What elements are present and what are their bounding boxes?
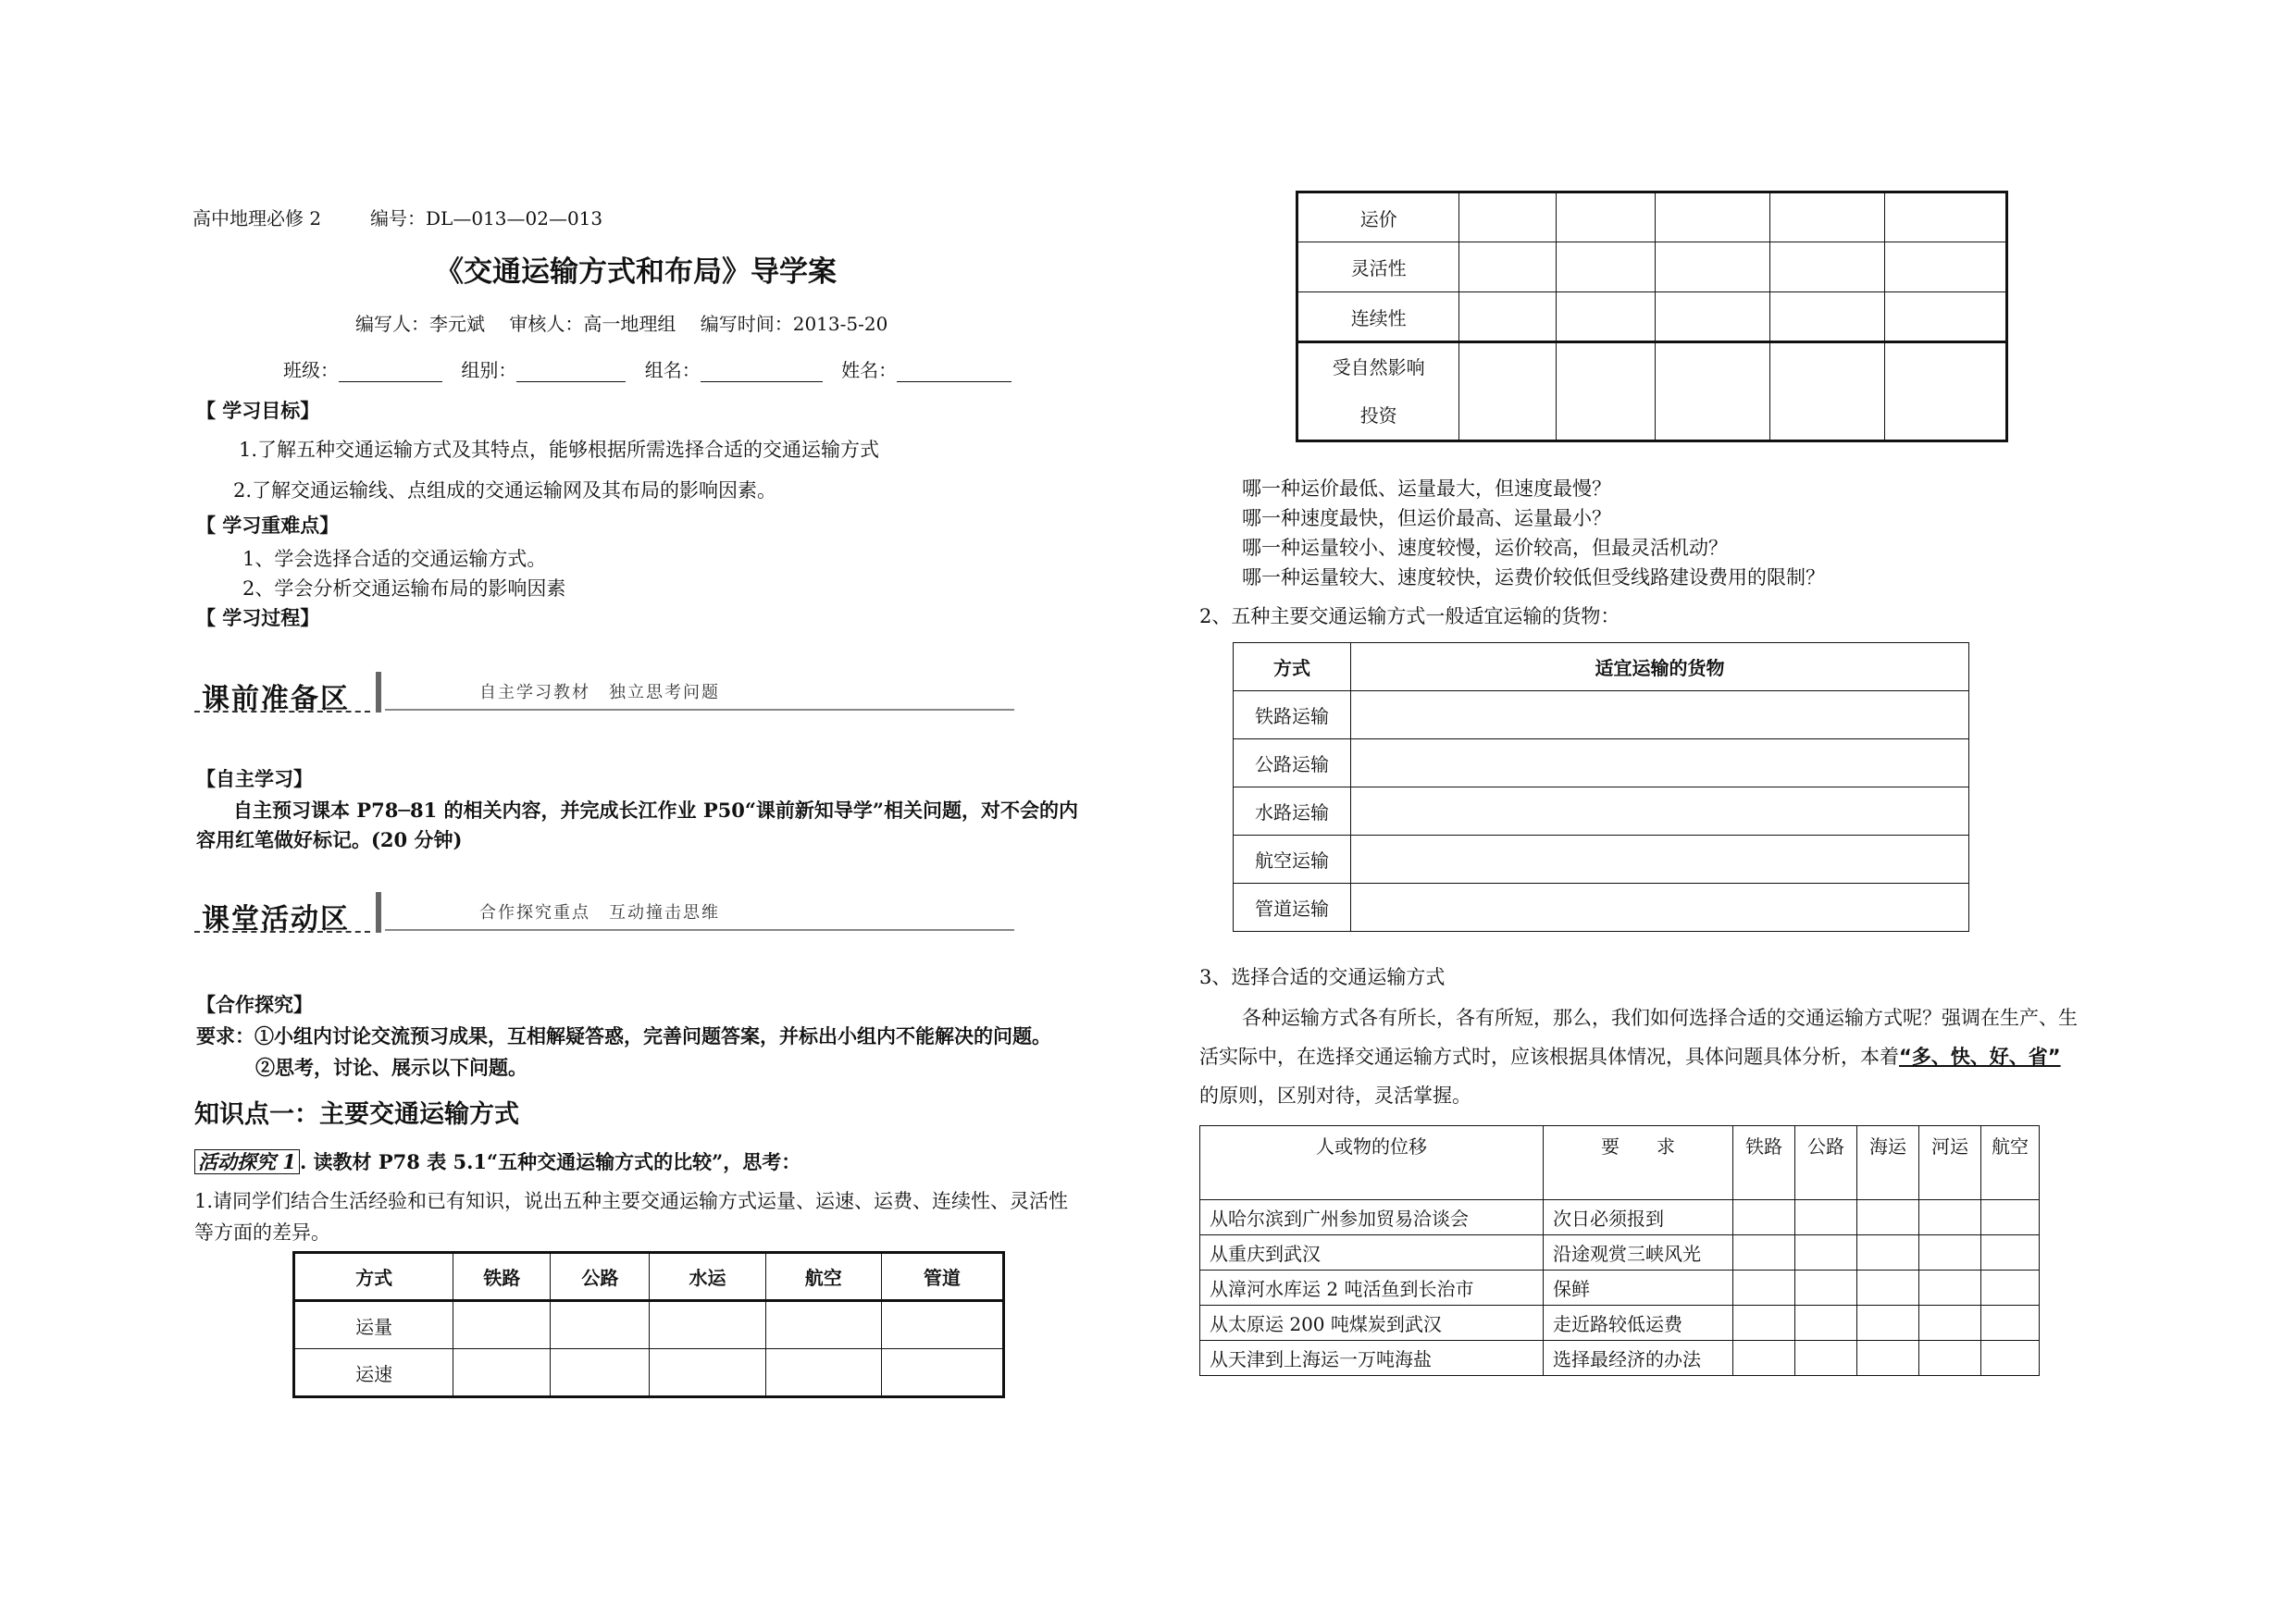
answer-cell[interactable] [1770,292,1885,342]
choose-table [1199,1125,2040,1376]
answer-cell[interactable] [1459,292,1557,342]
row-label [1297,342,1459,441]
self-study-text: 自主预习课本 P78─81 的相关内容，并完成长江作业 P50“课前新知导学”相关问题，对不会的内 [233,799,1078,822]
answer-cell[interactable] [1981,1271,2040,1306]
table-header: 海运 [1857,1126,1919,1200]
answer-cell[interactable] [1795,1235,1857,1271]
compare-table-right [1296,191,2008,442]
table-header: 方式 [294,1253,453,1301]
row-label: 运量 [294,1301,453,1349]
pre-class-banner [194,674,1027,716]
cell-requirement: 沿途观赏三峡风光 [1544,1235,1733,1271]
table-header: 管道 [881,1253,1003,1301]
table-row [294,1349,1004,1397]
table-row [1234,691,1969,739]
table-header: 航空 [1981,1126,2040,1200]
activity-question: 等方面的差异。 [194,1221,330,1244]
answer-cell[interactable] [1351,691,1969,739]
table-header: 航空 [765,1253,881,1301]
choose-paragraph: 的原则，区别对待，灵活掌握。 [1199,1085,1471,1107]
table-row [1200,1271,2040,1306]
answer-cell[interactable] [1885,292,2007,342]
banner-line [385,709,1014,711]
answer-cell[interactable] [551,1349,650,1397]
row-label-line: 投资 [1359,404,1397,427]
table-row [1234,884,1969,932]
answer-cell[interactable] [1770,242,1885,292]
self-study-text: 容用红笔做好标记。(20 分钟) [196,828,463,851]
answer-cell[interactable] [453,1301,551,1349]
cell-movement: 从哈尔滨到广州参加贸易洽谈会 [1200,1200,1544,1235]
answer-cell[interactable] [650,1301,765,1349]
table-row [1234,739,1969,787]
question-item: 哪一种运量较小、速度较慢，运价较高，但最灵活机动？ [1242,537,1728,559]
in-class-banner [194,894,1027,936]
choose-paragraph: 各种运输方式各有所长，各有所短，那么，我们如何选择合适的交通运输方式呢？强调在生产、生 [1242,1007,2078,1029]
answer-cell[interactable] [1655,292,1769,342]
cooperation-heading: 【合作探究】 [196,994,313,1016]
table-header: 河运 [1919,1126,1981,1200]
banner-dash [194,711,370,713]
row-label: 铁路运输 [1234,691,1351,739]
cooperation-requirement: 要求：①小组内讨论交流预习成果，互相解疑答惑，完善问题答案，并标出小组内不能解决的问题。 [196,1024,1051,1048]
cell-movement: 从天津到上海运一万吨海盐 [1200,1341,1544,1376]
table-header: 铁路 [1733,1126,1795,1200]
row-label: 灵活性 [1297,242,1459,292]
activity-text: . 读教材 P78 表 5.1“五种交通运输方式的比较”，思考： [299,1150,801,1173]
table-header: 人或物的位移 [1200,1126,1544,1200]
table-row [1297,242,2007,292]
banner-bar [376,672,381,713]
knowledge-point-heading: 知识点一：主要交通运输方式 [194,1100,519,1129]
objective-item: 2.了解交通运输线、点组成的交通运输网及其布局的影响因素。 [233,479,777,502]
answer-cell[interactable] [1556,242,1655,292]
answer-cell[interactable] [1459,242,1557,292]
answer-cell[interactable] [1556,192,1655,242]
answer-cell[interactable] [1795,1271,1857,1306]
self-study-heading: 【自主学习】 [196,768,313,790]
table-row [1234,836,1969,884]
table-header: 适宜运输的货物 [1351,643,1969,691]
answer-cell[interactable] [1459,192,1557,242]
student-info-line [283,355,1011,382]
answer-cell[interactable] [1351,739,1969,787]
answer-cell[interactable] [1857,1271,1919,1306]
answer-cell[interactable] [1733,1341,1795,1376]
answer-cell[interactable] [1733,1200,1795,1235]
table-row [1200,1341,2040,1376]
answer-cell[interactable] [1770,342,1885,441]
row-label: 公路运输 [1234,739,1351,787]
answer-cell[interactable] [1655,342,1769,441]
answer-cell[interactable] [1919,1306,1981,1341]
answer-cell[interactable] [1981,1200,2040,1235]
row-label: 管道运输 [1234,884,1351,932]
answer-cell[interactable] [1795,1306,1857,1341]
row-label: 水路运输 [1234,787,1351,836]
answer-cell[interactable] [1733,1306,1795,1341]
course-label: 高中地理必修 2 [192,207,322,229]
banner-title: 课前准备区 [202,683,350,715]
table-row [1200,1235,2040,1271]
process-heading: 【 学习过程】 [196,607,320,629]
row-label: 运速 [294,1349,453,1397]
answer-cell[interactable] [1459,342,1557,441]
cell-requirement: 保鲜 [1544,1271,1733,1306]
table-row [1234,787,1969,836]
answer-cell[interactable] [1885,192,2007,242]
answer-cell[interactable] [1655,192,1769,242]
cargo-table [1233,642,1969,932]
answer-cell[interactable] [551,1301,650,1349]
banner-dash [194,931,370,933]
answer-cell[interactable] [1981,1306,2040,1341]
answer-cell[interactable] [765,1301,881,1349]
cell-movement: 从重庆到武汉 [1200,1235,1544,1271]
name-field[interactable] [897,361,1011,382]
keypoint-item: 2、学会分析交通运输布局的影响因素 [242,577,566,600]
table-header: 水运 [650,1253,765,1301]
answer-cell[interactable] [1919,1235,1981,1271]
answer-cell[interactable] [1351,787,1969,836]
answer-cell[interactable] [1795,1200,1857,1235]
answer-cell[interactable] [1919,1200,1981,1235]
name-label: 姓名： [841,359,898,381]
answer-cell[interactable] [1981,1341,2040,1376]
banner-subtitle: 自主学习教材 独立思考问题 [479,683,720,702]
answer-cell[interactable] [1885,342,2007,441]
cell-movement: 从太原运 200 吨煤炭到武汉 [1200,1306,1544,1341]
question-item: 哪一种运量较大、速度较快，运费价较低但受线路建设费用的限制？ [1242,566,1825,589]
answer-cell[interactable] [1857,1341,1919,1376]
table-header: 公路 [551,1253,650,1301]
table-header: 铁路 [453,1253,551,1301]
answer-cell[interactable] [1351,884,1969,932]
answer-cell[interactable] [1857,1306,1919,1341]
row-label: 运价 [1297,192,1459,242]
table-row [1297,292,2007,342]
answer-cell[interactable] [1981,1235,2040,1271]
table-row [1200,1200,2040,1235]
choose-heading: 3、选择合适的交通运输方式 [1199,966,1446,988]
author-meta: 编写人：李元斌 审核人：高一地理组 编写时间：2013-5-20 [355,313,888,335]
group-name-label: 组名： [644,359,701,381]
banner-line [385,929,1014,931]
compare-table-left [292,1251,1005,1398]
table-header: 公路 [1795,1126,1857,1200]
class-field[interactable] [339,361,442,382]
group-field[interactable] [516,361,626,382]
cell-requirement: 选择最经济的办法 [1544,1341,1733,1376]
table-row [1200,1306,2040,1341]
row-label: 航空运输 [1234,836,1351,884]
row-label-line: 受自然影响 [1332,356,1425,378]
table-row [1297,342,2007,441]
answer-cell[interactable] [1770,192,1885,242]
answer-cell[interactable] [650,1349,765,1397]
table-row [294,1301,1004,1349]
question-item: 哪一种运价最低、运量最大，但速度最慢？ [1242,477,1611,500]
answer-cell[interactable] [765,1349,881,1397]
choose-text: 活实际中，在选择交通运输方式时，应该根据具体情况，具体问题具体分析，本着 [1199,1046,1899,1068]
cell-requirement: 走近路较低运费 [1544,1306,1733,1341]
table-header-row [294,1253,1004,1301]
answer-cell[interactable] [1733,1271,1795,1306]
answer-cell[interactable] [1885,242,2007,292]
table-header: 方式 [1234,643,1351,691]
activity-line [194,1147,800,1175]
banner-bar [376,892,381,933]
activity-tag: 活动探究 1 [194,1149,300,1174]
table-row [1297,192,2007,242]
cell-movement: 从漳河水库运 2 吨活鱼到长治市 [1200,1271,1544,1306]
cooperation-requirement: ②思考，讨论、展示以下问题。 [255,1056,527,1079]
document-code: 编号：DL—013—02—013 [370,207,603,229]
answer-cell[interactable] [1556,342,1655,441]
answer-cell[interactable] [1857,1200,1919,1235]
table-header: 要 求 [1544,1126,1733,1200]
keypoint-item: 1、学会选择合适的交通运输方式。 [242,548,547,570]
choose-paragraph [1199,1042,2061,1070]
objective-item: 1.了解五种交通运输方式及其特点，能够根据所需选择合适的交通运输方式 [239,439,880,461]
answer-cell[interactable] [1351,836,1969,884]
answer-cell[interactable] [1556,292,1655,342]
answer-cell[interactable] [453,1349,551,1397]
answer-cell[interactable] [881,1301,1003,1349]
cell-requirement: 次日必须报到 [1544,1200,1733,1235]
banner-subtitle: 合作探究重点 互动撞击思维 [479,903,720,923]
objectives-heading: 【 学习目标】 [196,400,320,422]
answer-cell[interactable] [1795,1341,1857,1376]
table-header-row [1200,1126,2040,1200]
keypoints-heading: 【 学习重难点】 [196,514,340,537]
answer-cell[interactable] [1919,1271,1981,1306]
answer-cell[interactable] [1655,242,1769,292]
activity-question: 1.请同学们结合生活经验和已有知识，说出五种主要交通运输方式运量、运速、运费、连续性、灵活性 [194,1190,1069,1212]
row-label: 连续性 [1297,292,1459,342]
group-label: 组别： [461,359,517,381]
cargo-heading: 2、五种主要交通运输方式一般适宜运输的货物： [1199,605,1620,627]
page-title: 《交通运输方式和布局》导学案 [435,255,837,289]
class-label: 班级： [283,359,339,381]
answer-cell[interactable] [1733,1235,1795,1271]
principle-text: “多、快、好、省” [1899,1046,2061,1068]
banner-title: 课堂活动区 [202,903,350,936]
table-header-row [1234,643,1969,691]
answer-cell[interactable] [881,1349,1003,1397]
answer-cell[interactable] [1857,1235,1919,1271]
question-item: 哪一种速度最快，但运价最高、运量最小？ [1242,507,1611,529]
group-name-field[interactable] [701,361,823,382]
answer-cell[interactable] [1919,1341,1981,1376]
